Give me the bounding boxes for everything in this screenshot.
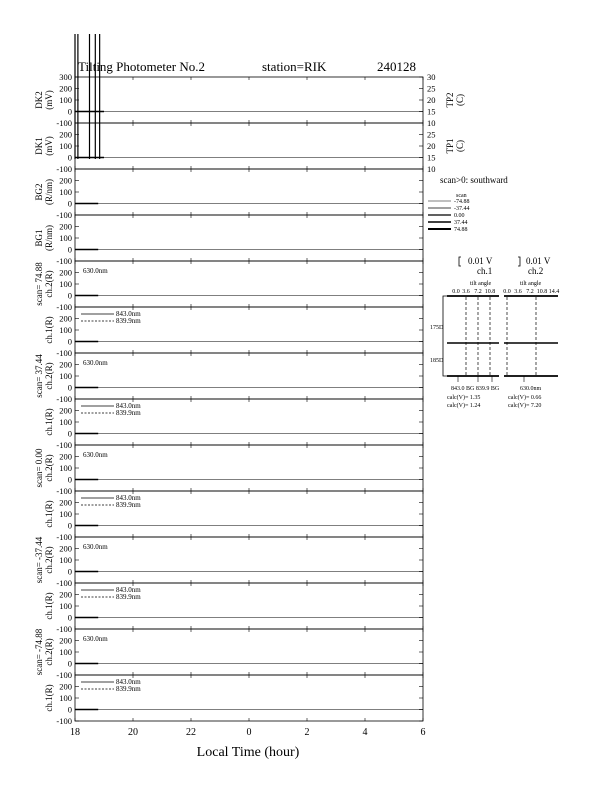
panel-ylabel-line1: DK1 — [34, 137, 44, 155]
panel-s4_ch2 — [34, 536, 423, 588]
panel-frame — [75, 261, 423, 307]
panel-ylabel — [34, 536, 54, 583]
panel-frame — [75, 537, 423, 583]
ch1-series-label-b: 839.9nm — [116, 409, 141, 417]
ch1-tilt-tick: 0.0 — [452, 289, 460, 295]
ch1-series-label-a: 843.0nm — [116, 586, 141, 594]
panel-frame — [75, 353, 423, 399]
y-tick-label: 200 — [59, 405, 72, 416]
panel-ylabel-line2: ch.1(R) — [44, 500, 54, 528]
y-tick-label: -100 — [56, 486, 72, 496]
panel-ylabel-line1: BG1 — [34, 229, 44, 247]
ch2-tilt-label: tilt angle — [520, 281, 542, 287]
ch1-tilt-label: tilt angle — [470, 281, 492, 287]
y-tick-label: 200 — [59, 221, 72, 232]
panel-s3_ch2 — [34, 445, 423, 496]
panel-ylabel-line2: ch.2(R) — [44, 454, 54, 482]
ch2-series-label: 630.0nm — [83, 451, 108, 459]
y-tick-label: 200 — [59, 129, 72, 140]
panel-ylabel-line2: (R/nm) — [44, 179, 54, 205]
y-tick-label: -100 — [56, 164, 72, 174]
panel-s2_ch2 — [34, 353, 423, 404]
y-tick-label: -100 — [56, 394, 72, 404]
ch2-tilt-tick: 3.6 — [514, 289, 522, 295]
panel-ylabel — [34, 354, 54, 398]
y-tick-label: 300 — [59, 72, 72, 82]
panel-s4_ch1 — [44, 583, 423, 634]
y-tick-label: 100 — [59, 647, 72, 657]
y-tick-label: 0 — [67, 336, 72, 347]
right-tick-label: 25 — [427, 129, 436, 140]
scan-legend-entry: 74.88 — [454, 227, 468, 233]
panel-ylabel-line2: ch.1(R) — [44, 316, 54, 344]
ch2-header: 0.01 V — [526, 256, 551, 266]
y-tick-label: 200 — [59, 451, 72, 462]
calc-ch2-a: calc(V)= 0.66 — [508, 395, 542, 401]
y-tick-label: 100 — [59, 141, 72, 151]
date-label: 240128 — [377, 59, 416, 74]
panel-ylabel-line1: BG2 — [34, 183, 44, 201]
ch1-series-label-b: 839.9nm — [116, 501, 141, 509]
scan-legend-entry: 37.44 — [454, 220, 468, 226]
scan-legend-heading: scan — [456, 193, 467, 199]
panel-ylabel-line2: ch.2(R) — [44, 270, 54, 298]
x-axis-label: Local Time (hour) — [196, 745, 300, 760]
panel-ylabel-line2: (mV) — [44, 90, 54, 110]
panel-ylabel-line1: scan= 37.44 — [34, 354, 44, 398]
label-175d: 175D — [430, 325, 444, 331]
panel-s5_ch2 — [34, 628, 423, 680]
panel-ylabel-line2: ch.2(R) — [44, 546, 54, 574]
ch2-series-label: 630.0nm — [83, 635, 108, 643]
panel-ylabel-line2: ch.1(R) — [44, 408, 54, 436]
panel-ylabel-line2: ch.1(R) — [44, 592, 54, 620]
scan-legend-title: scan>0: southward — [440, 175, 508, 185]
panel-ylabel-line2: (R/nm) — [44, 225, 54, 251]
y-tick-label: 200 — [59, 497, 72, 508]
ch2-tilt-tick: 7.2 — [526, 289, 534, 295]
label-185d: 185D — [430, 358, 444, 364]
ch2-series-label: 630.0nm — [83, 543, 108, 551]
panel-ylabel-line2: ch.2(R) — [44, 362, 54, 390]
ch1-series-label-b: 839.9nm — [116, 317, 141, 325]
y-tick-label: -100 — [56, 118, 72, 128]
panel-bg1 — [34, 215, 423, 266]
y-tick-label: -100 — [56, 348, 72, 358]
y-tick-label: 0 — [67, 612, 72, 623]
y-tick-label: -100 — [56, 578, 72, 588]
panel-ylabel — [44, 592, 54, 619]
scan-legend-entry: -74.88 — [454, 199, 470, 205]
ch2-series-label: 630.0nm — [83, 359, 108, 367]
y-tick-label: 200 — [59, 589, 72, 600]
station-label: station=RIK — [262, 59, 327, 74]
calc-ch1-a: calc(V)= 1.35 — [447, 395, 481, 401]
ch2-tilt-tick: 10.8 — [536, 289, 548, 295]
panel-ylabel — [34, 136, 54, 156]
ch1-series-label-a: 843.0nm — [116, 678, 141, 686]
panel-s2_ch1 — [44, 399, 423, 450]
y-tick-label: 100 — [59, 463, 72, 473]
panel-ylabel-line1: DK2 — [34, 91, 44, 109]
panel-s1_ch1 — [44, 307, 423, 358]
calc-ch1-b: calc(V)= 1.24 — [447, 403, 481, 409]
y-tick-label: 200 — [59, 543, 72, 554]
ch2-tilt-tick: 14.4 — [548, 289, 560, 295]
right-tick-label: 15 — [427, 106, 436, 117]
y-tick-label: 200 — [59, 175, 72, 186]
ch1-header-bracket — [459, 257, 461, 266]
panel-ylabel — [34, 262, 54, 306]
panel-ylabel-line1: scan= 74.88 — [34, 262, 44, 306]
panel-ylabel-line2: ch.2(R) — [44, 638, 54, 666]
scan-legend-entry: 0.00 — [454, 213, 465, 219]
panel-ylabel-line2: ch.1(R) — [44, 684, 54, 712]
chart-title: Tilting Photometer No.2 — [78, 59, 206, 74]
right-tick-label: 20 — [427, 95, 436, 105]
y-tick-label: 0 — [67, 520, 72, 531]
panel-s5_ch1 — [44, 675, 423, 726]
y-tick-label: -100 — [56, 210, 72, 220]
y-tick-label: 0 — [67, 106, 72, 117]
ch1-tilt-tick: 7.2 — [474, 289, 482, 295]
panel-dk2 — [34, 72, 465, 128]
y-tick-label: 200 — [59, 359, 72, 370]
y-tick-label: 0 — [67, 382, 72, 393]
panel-frame — [75, 77, 423, 123]
y-tick-label: 0 — [67, 198, 72, 209]
panel-ylabel — [44, 408, 54, 435]
y-tick-label: 100 — [59, 187, 72, 197]
ch1-series-label-b: 839.9nm — [116, 685, 141, 693]
right-tick-label: 25 — [427, 83, 436, 94]
filter-info — [430, 256, 559, 409]
right-tick-label: 15 — [427, 152, 436, 163]
ch1-series-label-b: 839.9nm — [116, 593, 141, 601]
right-tick-label: 10 — [427, 118, 436, 128]
panel-frame — [75, 169, 423, 215]
right-ylabel-line1: TP1 — [445, 138, 455, 154]
y-tick-label: 0 — [67, 428, 72, 439]
ch1-tilt-tick: 3.6 — [462, 289, 470, 295]
panel-dk1 — [34, 123, 465, 174]
panel-ylabel — [44, 316, 54, 343]
x-tick-label: 4 — [362, 727, 368, 738]
panel-ylabel-line1: scan= -74.88 — [34, 628, 44, 676]
panel-ylabel — [34, 179, 54, 205]
x-tick-label: 18 — [70, 727, 80, 738]
x-tick-label: 0 — [246, 727, 252, 738]
right-ylabel-line1: TP2 — [445, 92, 455, 108]
ch1-series-label-a: 843.0nm — [116, 402, 141, 410]
y-tick-label: 100 — [59, 555, 72, 565]
y-tick-label: 200 — [59, 313, 72, 324]
panel-ylabel — [34, 448, 54, 488]
y-tick-label: 200 — [59, 83, 72, 94]
panel-ylabel — [34, 628, 54, 675]
y-tick-label: 0 — [67, 152, 72, 163]
panel-stack — [34, 34, 465, 726]
y-tick-label: 100 — [59, 279, 72, 289]
ch1-series-label-a: 843.0nm — [116, 310, 141, 318]
ch2-name: ch.2 — [528, 266, 544, 276]
y-tick-label: 100 — [59, 509, 72, 519]
panel-ylabel — [44, 684, 54, 711]
y-tick-label: 100 — [59, 371, 72, 381]
y-tick-label: 100 — [59, 95, 72, 105]
x-tick-label: 20 — [128, 727, 138, 738]
y-tick-label: 0 — [67, 474, 72, 485]
ch1-header: 0.01 V — [468, 256, 493, 266]
y-tick-label: 100 — [59, 233, 72, 243]
panel-right-ylabel — [445, 138, 465, 153]
panel-ylabel — [44, 500, 54, 527]
y-tick-label: -100 — [56, 440, 72, 450]
right-ylabel-line2: (C) — [455, 94, 465, 106]
x-tick-label: 6 — [420, 727, 426, 738]
y-tick-label: 100 — [59, 417, 72, 427]
y-tick-label: 0 — [67, 704, 72, 715]
panel-frame — [75, 445, 423, 491]
x-tick-label: 2 — [304, 727, 310, 738]
calc-ch2-b: calc(V)= 7.20 — [508, 403, 542, 409]
y-tick-label: -100 — [56, 256, 72, 266]
filter-bottom-ch2: 630.0nm — [520, 386, 542, 392]
panel-ylabel-line1: scan= 0.00 — [34, 448, 44, 488]
ch1-tilt-tick: 10.8 — [484, 289, 496, 295]
scan-legend — [428, 175, 508, 233]
ch2-series-label: 630.0nm — [83, 267, 108, 275]
y-tick-label: 100 — [59, 693, 72, 703]
ch2-header-bracket — [518, 257, 520, 266]
x-axis — [70, 727, 426, 738]
x-tick-label: 22 — [186, 727, 196, 738]
y-tick-label: 100 — [59, 325, 72, 335]
scan-legend-entry: -37.44 — [454, 206, 470, 212]
y-tick-label: -100 — [56, 716, 72, 726]
right-tick-label: 30 — [427, 72, 436, 82]
y-tick-label: 100 — [59, 601, 72, 611]
panel-ylabel-line1: scan= -37.44 — [34, 536, 44, 584]
y-tick-label: 0 — [67, 658, 72, 669]
ch1-name: ch.1 — [477, 266, 493, 276]
y-tick-label: 0 — [67, 290, 72, 301]
right-tick-label: 10 — [427, 164, 436, 174]
right-ylabel-line2: (C) — [455, 140, 465, 152]
panel-bg2 — [34, 169, 423, 220]
y-tick-label: -100 — [56, 624, 72, 634]
y-tick-label: -100 — [56, 302, 72, 312]
right-tick-label: 20 — [427, 141, 436, 151]
panel-ylabel — [34, 225, 54, 251]
ch1-series-label-a: 843.0nm — [116, 494, 141, 502]
y-tick-label: 200 — [59, 267, 72, 278]
y-tick-label: 200 — [59, 681, 72, 692]
filter-bottom-ch1: 843.0 BG 839.9 BG — [451, 386, 500, 392]
panel-ylabel-line2: (mV) — [44, 136, 54, 156]
y-tick-label: 200 — [59, 635, 72, 646]
panel-frame — [75, 123, 423, 169]
ch2-tilt-tick: 0.0 — [503, 289, 511, 295]
panel-s3_ch1 — [44, 491, 423, 542]
panel-right-ylabel — [445, 92, 465, 107]
y-tick-label: 0 — [67, 566, 72, 577]
panel-ylabel — [34, 90, 54, 110]
panel-frame — [75, 215, 423, 261]
panel-s1_ch2 — [34, 261, 423, 312]
panel-frame — [75, 629, 423, 675]
y-tick-label: 0 — [67, 244, 72, 255]
filter-bracket — [443, 296, 447, 376]
y-tick-label: -100 — [56, 532, 72, 542]
y-tick-label: -100 — [56, 670, 72, 680]
